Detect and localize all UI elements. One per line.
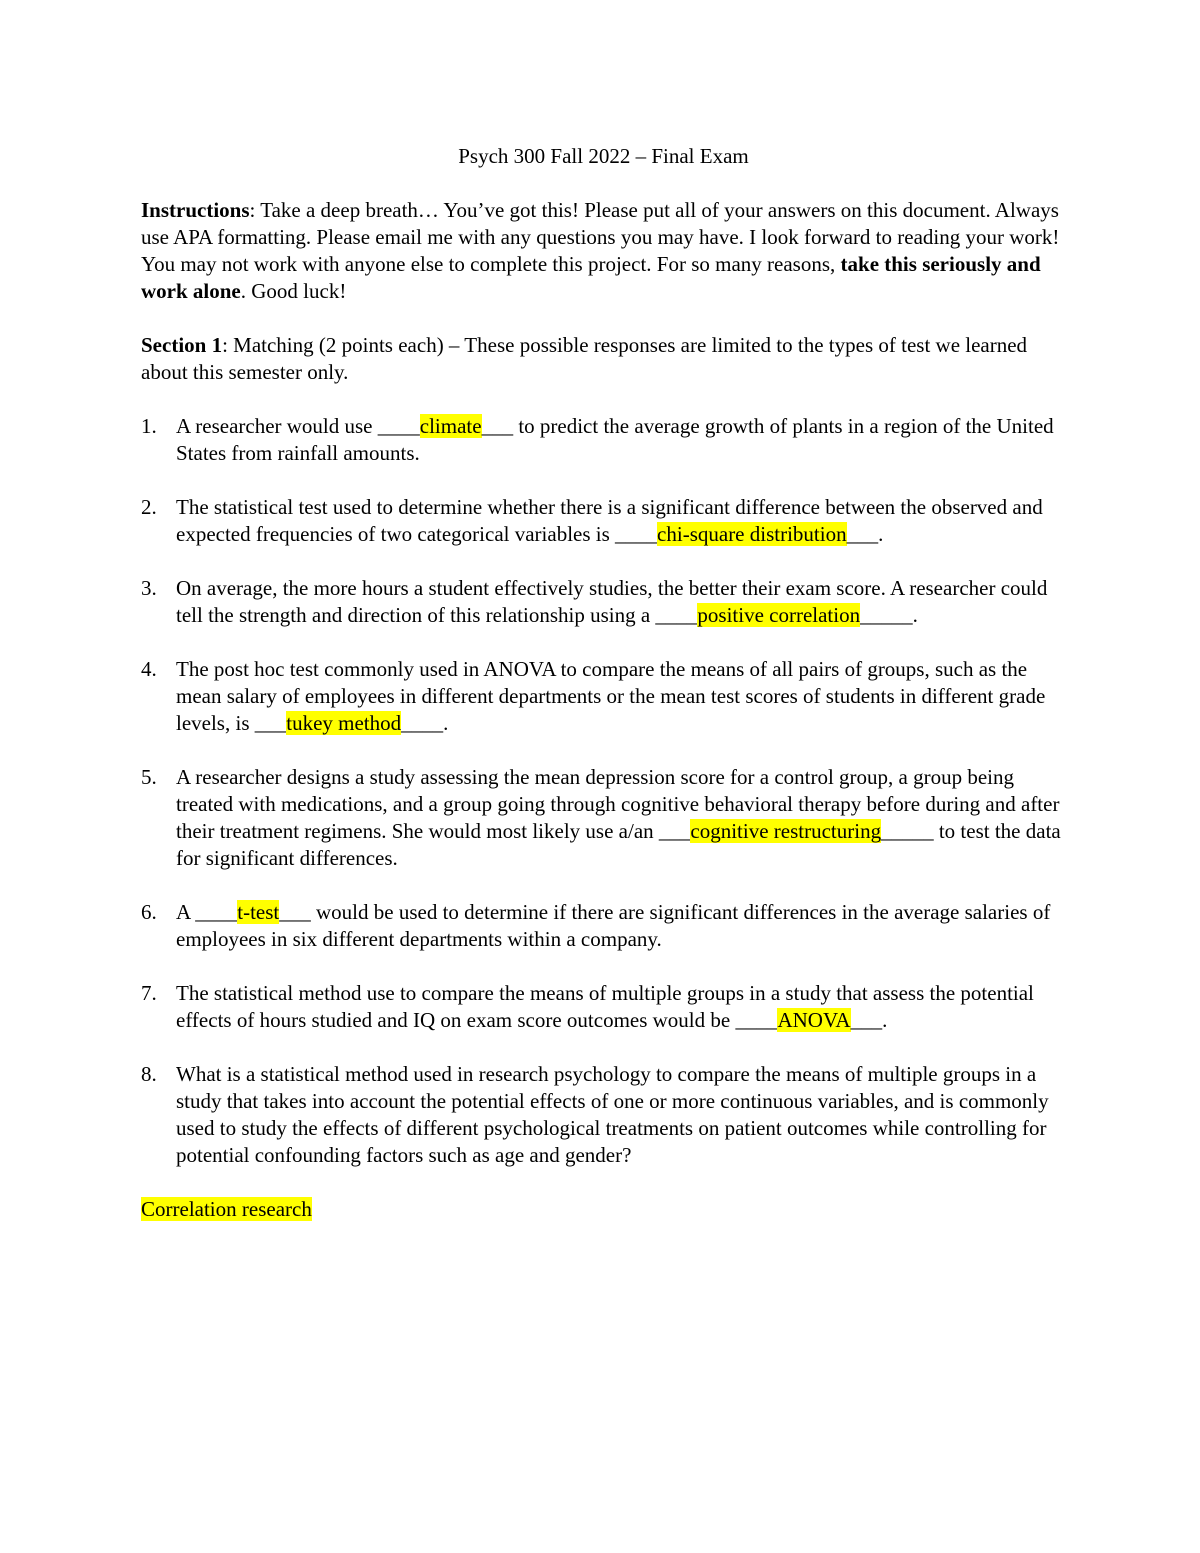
question-text-after: ___ would be used to determine if there are significant differences in the average salaries of employees in six different departments within a company. — [176, 900, 1051, 951]
question-text: The post hoc test commonly used in ANOVA to compare the means of all pairs of groups, such as the mean salary of employees in different departments or the mean test scores of students in different grade levels, is ___ — [176, 657, 1046, 735]
question-item-5 — [141, 764, 1066, 872]
question-text: What is a statistical method used in research psychology to compare the means of multiple groups in a study that takes into account the potential effects of one or more continuous variables, and is commonly used to study the effects of different psychological treatments on patient outcomes while controlling for potential confounding factors such as age and gender? — [176, 1062, 1049, 1167]
question-text-after: ____. — [401, 711, 449, 735]
section-1-text: : Matching (2 points each) – These possible responses are limited to the types of test we learned about this semester only. — [141, 333, 1028, 384]
question-item-6 — [141, 899, 1066, 953]
answer-highlight: chi-square distribution — [657, 522, 847, 546]
answer-highlight: cognitive restructuring — [690, 819, 882, 843]
question-text-after: ___. — [846, 522, 884, 546]
question-8-answer — [141, 1196, 1066, 1223]
question-item-7 — [141, 980, 1066, 1034]
question-list — [141, 413, 1066, 1169]
question-number: 3. — [141, 576, 157, 600]
question-text-after: _____. — [860, 603, 918, 627]
question-number: 8. — [141, 1062, 157, 1086]
question-number: 6. — [141, 900, 157, 924]
question-number: 4. — [141, 657, 157, 681]
instructions-text-2: . Good luck! — [240, 279, 347, 303]
question-item-8 — [141, 1061, 1066, 1169]
question-text-after: _____ to test the data for significant differences. — [176, 819, 1061, 870]
question-text: The statistical test used to determine whether there is a significant difference between the observed and expected frequencies of two categorical variables is ____ — [176, 495, 1043, 546]
answer-highlight: Correlation research — [141, 1197, 312, 1221]
question-text: A researcher would use ____ — [176, 414, 420, 438]
question-text: The statistical method use to compare the means of multiple groups in a study that assess the potential effects of hours studied and IQ on exam score outcomes would be ____ — [176, 981, 1034, 1032]
question-item-4 — [141, 656, 1066, 737]
answer-highlight: tukey method — [286, 711, 402, 735]
answer-highlight: positive correlation — [697, 603, 861, 627]
instructions-bold-text: take this seriously and work alone — [141, 252, 1041, 303]
answer-highlight: t-test — [237, 900, 280, 924]
answer-highlight: ANOVA — [777, 1008, 851, 1032]
section-1-label: Section 1 — [141, 333, 223, 357]
question-item-2 — [141, 494, 1066, 548]
question-text: A ____ — [176, 900, 238, 924]
page-title: Psych 300 Fall 2022 – Final Exam — [458, 144, 749, 168]
section-1-paragraph — [141, 332, 1066, 386]
instructions-text-1: : Take a deep breath… You’ve got this! Please put all of your answers on this document. Always use APA formatting. Please email me with any questions you may have. I look forward to reading your work! You may not work with anyone else to complete this project. For so many reasons, — [141, 198, 1060, 276]
question-number: 7. — [141, 981, 157, 1005]
question-text-after: ___ to predict the average growth of plants in a region of the United States from rainfall amounts. — [176, 414, 1054, 465]
instructions-paragraph — [141, 197, 1066, 305]
instructions-label: Instructions — [141, 198, 250, 222]
question-number: 5. — [141, 765, 157, 789]
question-number: 2. — [141, 495, 157, 519]
question-text: On average, the more hours a student effectively studies, the better their exam score. A researcher could tell the strength and direction of this relationship using a ____ — [176, 576, 1048, 627]
question-item-3 — [141, 575, 1066, 629]
question-number: 1. — [141, 414, 157, 438]
exam-page — [141, 143, 1066, 1223]
question-text-after: ___. — [850, 1008, 888, 1032]
question-item-1 — [141, 413, 1066, 467]
question-text: A researcher designs a study assessing the mean depression score for a control group, a group being treated with medications, and a group going through cognitive behavioral therapy before during and after their treatment regimens. She would most likely use a/an ___ — [176, 765, 1060, 843]
answer-highlight: climate — [419, 414, 482, 438]
